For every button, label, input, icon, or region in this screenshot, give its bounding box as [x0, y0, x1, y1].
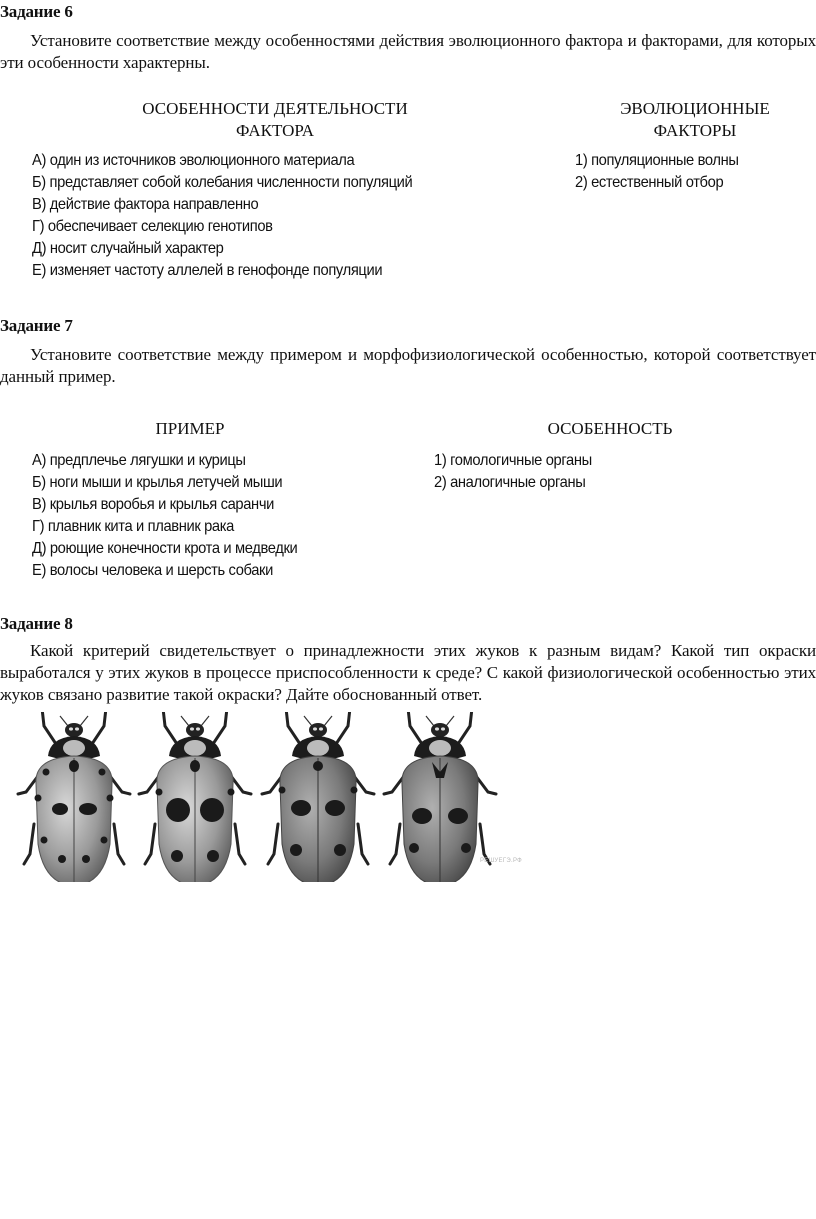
- task7-left-item: А) предплечье лягушки и курицы: [32, 452, 246, 469]
- ladybug-2: [139, 712, 251, 882]
- task6-left-item: Б) представляет собой колебания численности популяций: [32, 174, 413, 191]
- task7-right-item: 1) гомологичные органы: [434, 452, 592, 469]
- task7-right-item: 2) аналогичные органы: [434, 474, 586, 491]
- ladybugs-image: [10, 712, 540, 882]
- task6-left-item: Е) изменяет частоту аллелей в генофонде популяции: [32, 262, 383, 279]
- task6-left-item: В) действие фактора направленно: [32, 196, 259, 213]
- task6-right-header-line2: ФАКТОРЫ: [653, 121, 737, 140]
- ladybug-3: [262, 712, 374, 882]
- ladybug-1: [18, 712, 130, 882]
- task8-text: Какой критерий свидетельствует о принадлежности этих жуков к разным видам? Какой тип окраски выработался у этих жуков в процессе приспособленности к среде? С какой физиологической особенностью этих жуков связано развитие такой окраски? Дайте обоснованный ответ.: [0, 641, 816, 704]
- image-watermark: РЕШУЕГЭ.РФ: [480, 858, 523, 864]
- task6-title: Задание 6: [0, 2, 73, 21]
- task6-left-item: Д) носит случайный характер: [32, 240, 224, 257]
- task7-left-item: Г) плавник кита и плавник рака: [32, 518, 234, 535]
- task6-right-header-line1: ЭВОЛЮЦИОННЫЕ: [620, 99, 770, 118]
- task6-left-item: Г) обеспечивает селекцию генотипов: [32, 218, 273, 235]
- task6-left-item: А) один из источников эволюционного материала: [32, 152, 355, 169]
- task6-right-item: 2) естественный отбор: [575, 174, 724, 191]
- task7-left-item: Е) волосы человека и шерсть собаки: [32, 562, 273, 579]
- task6-left-header-line2: ФАКТОРА: [236, 121, 314, 140]
- task6-left-header-line1: ОСОБЕННОСТИ ДЕЯТЕЛЬНОСТИ: [142, 99, 408, 118]
- ladybug-4: [384, 712, 496, 882]
- task7-left-item: В) крылья воробья и крылья саранчи: [32, 496, 274, 513]
- task6-left-header: [110, 98, 440, 142]
- task7-text: Установите соответствие между примером и морфофизиологической особенностью, которой соответствует данный пример.: [0, 345, 816, 386]
- task6-text: Установите соответствие между особенностями действия эволюционного фактора и факторами, для которых эти особенности характерны.: [0, 31, 816, 72]
- task6-right-item: 1) популяционные волны: [575, 152, 739, 169]
- task6-right-header: [590, 98, 800, 142]
- task7-left-item: Б) ноги мыши и крылья летучей мыши: [32, 474, 283, 491]
- task7-left-header: ПРИМЕР: [155, 419, 225, 438]
- task8-title: Задание 8: [0, 614, 73, 633]
- task7-left-item: Д) роющие конечности крота и медведки: [32, 540, 298, 557]
- task7-title: Задание 7: [0, 316, 73, 335]
- task7-right-header: ОСОБЕННОСТЬ: [547, 419, 673, 438]
